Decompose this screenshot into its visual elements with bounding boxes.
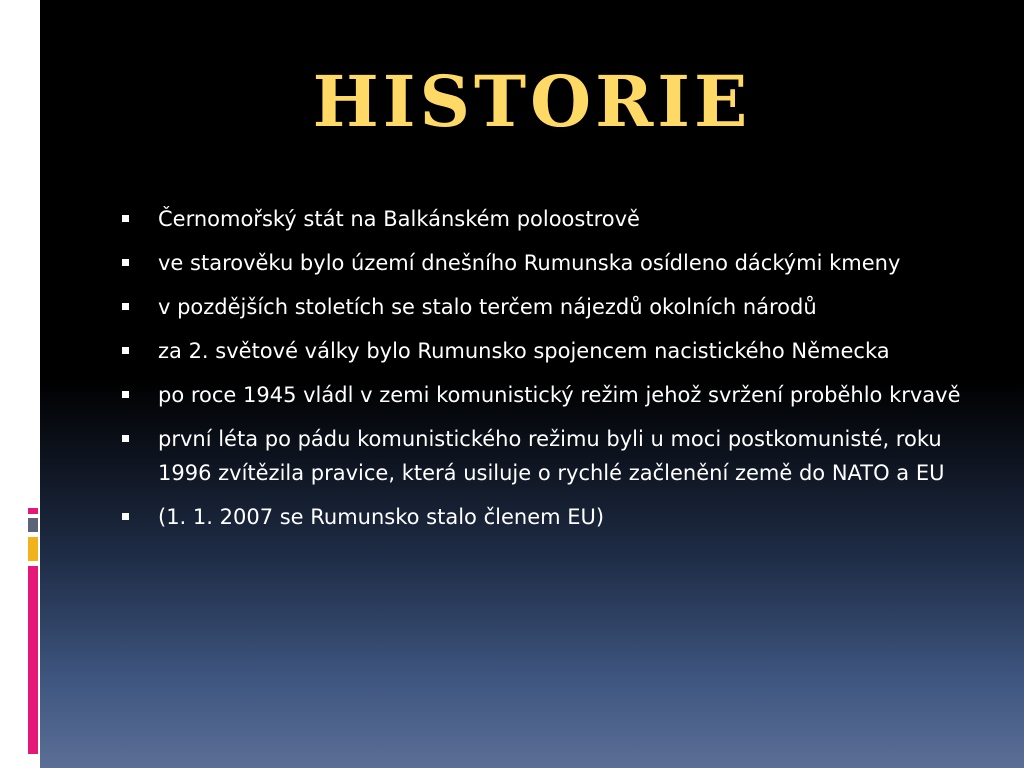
bullet-item [118, 334, 978, 368]
accent-bar-gold [28, 537, 38, 561]
bullet-text: Černomořský stát na Balkánském poloostrově [158, 207, 640, 231]
bullet-list [118, 202, 978, 544]
bullet-item [118, 290, 978, 324]
accent-bar-pink [28, 566, 38, 754]
slide-title: HISTORIE [312, 60, 752, 143]
square-bullet-icon [122, 259, 129, 266]
square-bullet-icon [122, 391, 129, 398]
accent-bar-pink-small [28, 508, 38, 514]
bullet-text: po roce 1945 vládl v zemi komunistický režim jehož svržení proběhlo krvavě [158, 383, 961, 407]
bullet-text: (1. 1. 2007 se Rumunsko stalo členem EU) [158, 505, 605, 529]
square-bullet-icon [122, 303, 129, 310]
square-bullet-icon [122, 435, 129, 442]
bullet-item [118, 246, 978, 280]
bullet-text: ve starověku bylo území dnešního Rumunska osídleno dáckými kmeny [158, 251, 901, 275]
bullet-item [118, 202, 978, 236]
bullet-item [118, 378, 978, 412]
bullet-text: za 2. světové války bylo Rumunsko spojencem nacistického Německa [158, 339, 890, 363]
bullet-item [118, 500, 978, 534]
bullet-item [118, 422, 978, 490]
square-bullet-icon [122, 347, 129, 354]
bullet-text: v pozdějších stoletích se stalo terčem nájezdů okolních národů [158, 295, 817, 319]
accent-bar-gray [28, 518, 38, 532]
bullet-text: první léta po pádu komunistického režimu byli u moci postkomunisté, roku 1996 zvítězila pravice, která usiluje o rychlé začlenění země do NATO a EU [158, 427, 945, 485]
square-bullet-icon [122, 215, 129, 222]
square-bullet-icon [122, 513, 129, 520]
